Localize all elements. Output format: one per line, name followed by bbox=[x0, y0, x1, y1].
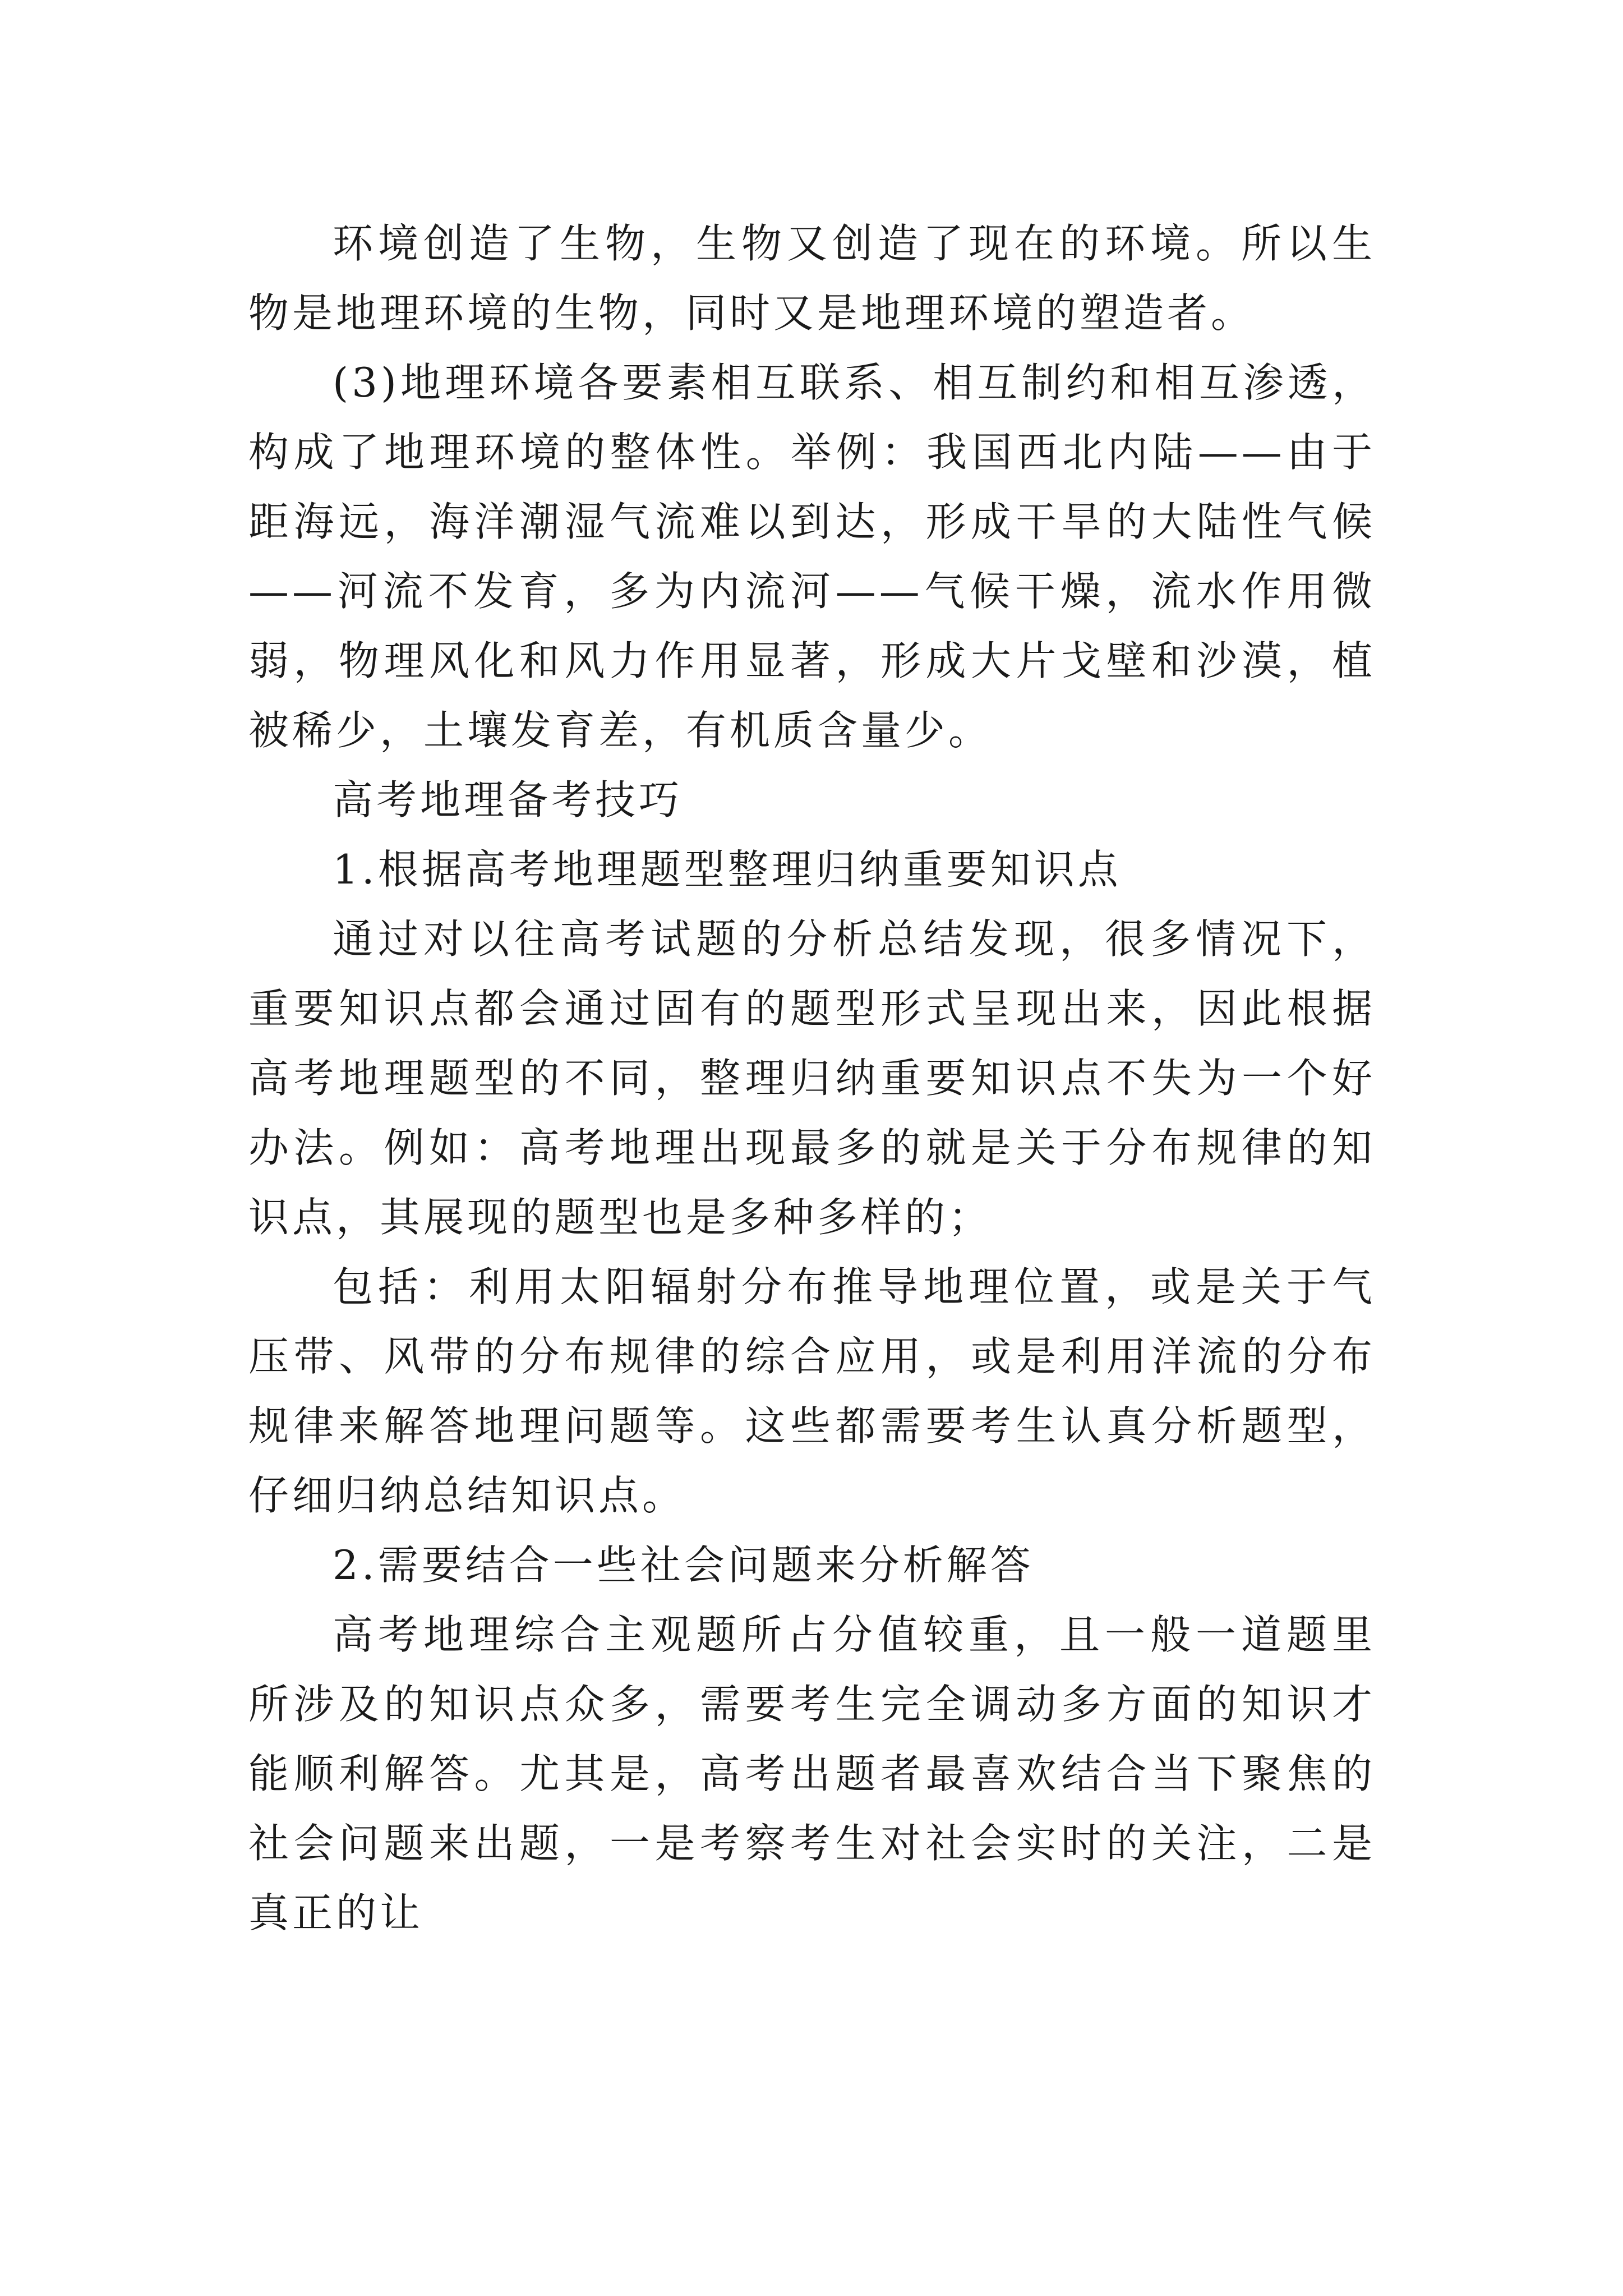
document-body bbox=[248, 209, 1376, 1948]
paragraph-environment-creation: 环境创造了生物，生物又创造了现在的环境。所以生物是地理环境的生物，同时又是地理环境的塑造者。 bbox=[248, 220, 1376, 337]
subheading-tip-2: 2.需要结合一些社会问题来分析解答 bbox=[333, 1542, 1034, 1589]
section-heading-exam-tips: 高考地理备考技巧 bbox=[333, 776, 683, 823]
paragraph-tip-1-examples: 包括：利用太阳辐射分布推导地理位置，或是关于气压带、风带的分布规律的综合应用，或是利用洋流的分布规律来解答地理问题等。这些都需要考生认真分析题型，仔细归纳总结知识点。 bbox=[248, 1263, 1376, 1519]
paragraph-tip-2-body: 高考地理综合主观题所占分值较重，且一般一道题里所涉及的知识点众多，需要考生完全调动多方面的知识才能顺利解答。尤其是，高考出题者最喜欢结合当下聚焦的社会问题来出题，一是考察考生对社会实时的关注，二是真正的让 bbox=[248, 1611, 1376, 1936]
subheading-tip-1: 1.根据高考地理题型整理归纳重要知识点 bbox=[333, 846, 1122, 893]
paragraph-environment-integrity: (3)地理环境各要素相互联系、相互制约和相互渗透，构成了地理环境的整体性。举例：我国西北内陆——由于距海远，海洋潮湿气流难以到达，形成干旱的大陆性气候——河流不发育，多为内流河——气候干燥，流水作用微弱，物理风化和风力作用显著，形成大片戈壁和沙漠，植被稀少，土壤发育差，有机质含量少。 bbox=[248, 359, 1376, 754]
paragraph-tip-1-body: 通过对以往高考试题的分析总结发现，很多情况下，重要知识点都会通过固有的题型形式呈现出来，因此根据高考地理题型的不同，整理归纳重要知识点不失为一个好办法。例如：高考地理出现最多的就是关于分布规律的知识点，其展现的题型也是多种多样的； bbox=[248, 915, 1376, 1241]
